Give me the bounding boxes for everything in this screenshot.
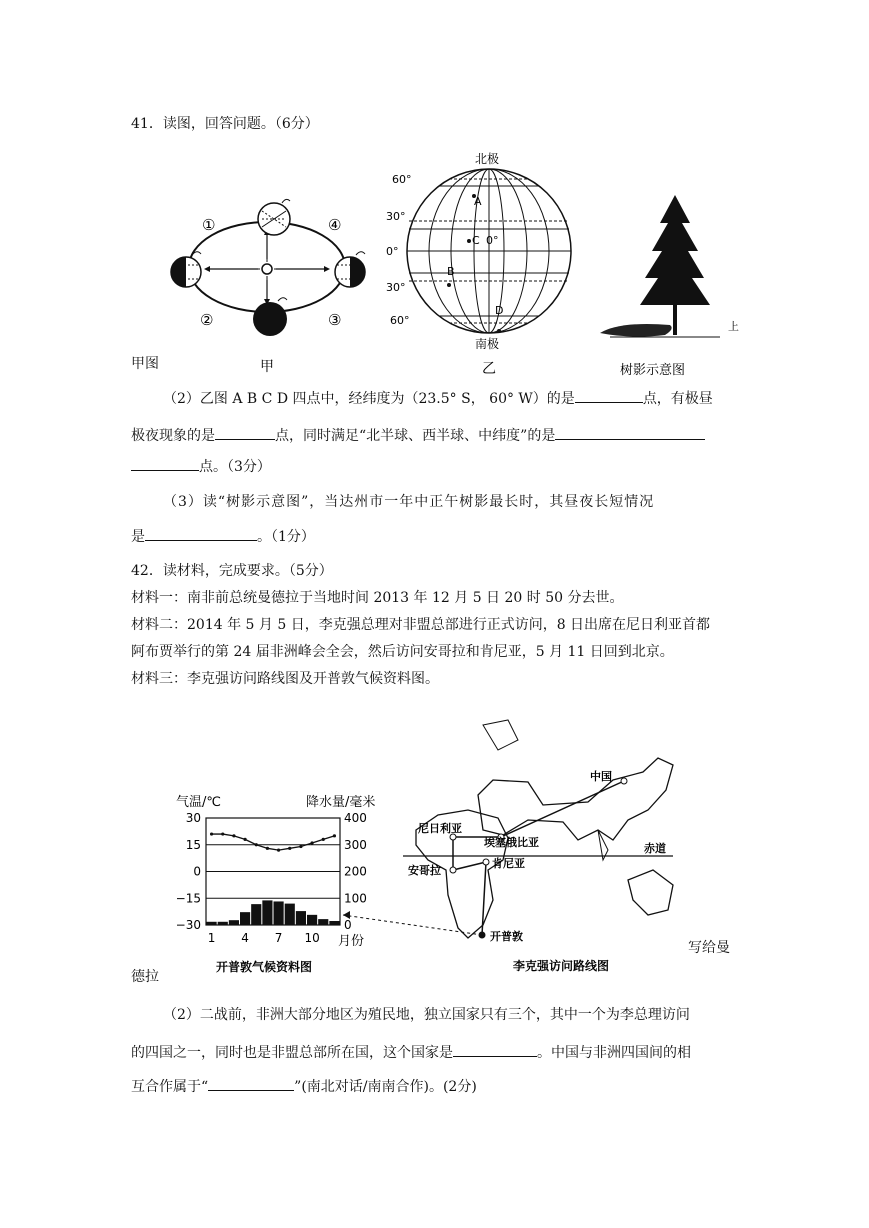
prime-meridian-label: 0° <box>486 234 499 247</box>
month-tick-label: 7 <box>274 931 283 945</box>
answer-blank-1[interactable] <box>575 388 643 403</box>
answer-blank-3[interactable] <box>555 425 705 440</box>
temp-point <box>221 832 224 835</box>
south-pole-label: 南极 <box>475 337 500 351</box>
material-2-line2: 阿布贾举行的第 24 届非洲峰会全会，然后访问安哥拉和肯尼亚，5 月 11 日回到北京。 <box>131 644 674 660</box>
season-label-1: ① <box>202 216 216 234</box>
north-pole-label: 北极 <box>475 152 500 166</box>
precip-bar <box>262 900 272 925</box>
q41-part3-line2 <box>131 526 315 546</box>
q42-right-edge-text: 写给曼 <box>688 940 730 956</box>
precip-bar <box>307 915 317 925</box>
precip-bar <box>329 921 339 925</box>
point-d: D <box>495 304 504 317</box>
climate-chart-title: 开普敦气候资料图 <box>216 960 313 974</box>
month-tick-label: 10 <box>304 931 320 945</box>
lat-label-60s: 60° <box>390 314 410 327</box>
answer-blank-6[interactable] <box>208 1076 294 1091</box>
precip-bar <box>285 904 295 925</box>
fig-yi-caption: 乙 <box>482 361 496 377</box>
precip-tick-label: 200 <box>344 864 367 879</box>
temp-tick-label: 15 <box>185 837 201 852</box>
material-2-line1: 材料二：2014 年 5 月 5 日，李克强总理对非盟总部进行正式访问，8 日出席在尼日利亚首都 <box>131 617 711 633</box>
temp-point <box>232 834 235 837</box>
point-b: B <box>447 265 455 278</box>
globe-grid-diagram <box>386 143 592 380</box>
climate-chart <box>166 788 396 988</box>
fig-jia-caption: 甲 <box>260 359 274 375</box>
q41-p2-text-a: （2）乙图 A B C D 四点中，经纬度为（23.5° S， 60° W）的是 <box>163 391 575 407</box>
q41-part2-line2 <box>131 425 705 445</box>
material-3: 材料三：李克强访问路线图及开普敦气候资料图。 <box>131 671 439 687</box>
temp-tick-label: 0 <box>193 864 201 879</box>
temp-point <box>322 838 325 841</box>
point-a: A <box>474 195 482 208</box>
precip-tick-label: 300 <box>344 837 367 852</box>
temp-point <box>310 841 313 844</box>
q42-p2-text-d: ”(南北对话/南南合作)。(2分) <box>294 1079 477 1095</box>
q41-p2-text-c: 极夜现象的是 <box>131 428 215 444</box>
q41-part3-line1: （3）读“树影示意图”，当达州市一年中正午树影最长时，其昼夜长短情况 <box>163 494 655 510</box>
place-nigeria: 尼日利亚 <box>418 822 462 835</box>
q41-p3-text-a: 是 <box>131 529 145 545</box>
equator-label: 赤道 <box>644 842 666 855</box>
temp-point <box>255 843 258 846</box>
precip-bar <box>251 904 261 925</box>
temp-point <box>277 849 280 852</box>
answer-blank-2[interactable] <box>215 425 275 440</box>
precip-bar <box>207 922 217 925</box>
month-tick-label: 4 <box>241 931 249 945</box>
temp-point <box>266 847 269 850</box>
month-tick-label: 1 <box>207 931 216 945</box>
q42-part2-line3 <box>131 1076 477 1096</box>
place-kenya: 肯尼亚 <box>492 857 525 870</box>
q41-part2-line3 <box>131 456 271 476</box>
q41-p3-text-b: 。（1分） <box>257 529 315 545</box>
precip-bar <box>296 911 306 925</box>
tree-caption: 树影示意图 <box>620 363 686 378</box>
q42-left-edge-text: 德拉 <box>131 969 159 985</box>
temp-axis-label: 气温/℃ <box>176 795 221 810</box>
precip-tick-label: 100 <box>344 891 367 906</box>
temp-line <box>212 834 335 850</box>
q42-p2-text-a: 的四国之一，同时也是非盟总部所在国，这个国家是 <box>131 1045 453 1061</box>
q42-heading: 42．读材料，完成要求。（5分） <box>131 563 333 579</box>
place-ethiopia: 埃塞俄比亚 <box>484 836 539 849</box>
precip-axis-label: 降水量/毫米 <box>306 795 376 810</box>
season-label-4: ④ <box>328 216 342 234</box>
lat-label-30s: 30° <box>386 281 406 294</box>
lat-label-0: 0° <box>386 245 399 258</box>
material-1: 材料一：南非前总统曼德拉于当地时间 2013 年 12 月 5 日 20 时 50 分去世。 <box>131 590 624 606</box>
q42-part2-line1: （2）二战前，非洲大部分地区为殖民地，独立国家只有三个，其中一个为李总理访问 <box>163 1007 690 1023</box>
q41-p2-text-d: 点，同时满足“北半球、西半球、中纬度”的是 <box>275 428 556 444</box>
tree-shadow-diagram <box>590 143 730 380</box>
q41-heading: 41．读图，回答问题。（6分） <box>131 116 319 132</box>
temp-point <box>288 847 291 850</box>
q41-p2-text-b: 点，有极昼 <box>642 391 713 407</box>
answer-blank-3b[interactable] <box>131 456 199 471</box>
q42-part2-line2 <box>131 1042 691 1062</box>
place-angola: 安哥拉 <box>408 864 441 877</box>
lat-label-30n: 30° <box>386 210 406 223</box>
temp-point <box>210 832 213 835</box>
q41-right-edge-text: 上 <box>728 320 739 333</box>
precip-bar <box>274 901 284 925</box>
lat-label-60n: 60° <box>392 173 412 186</box>
route-map-title: 李克强访问路线图 <box>513 959 610 973</box>
temp-tick-label: 30 <box>185 811 201 825</box>
q41-figure <box>170 143 730 380</box>
q41-left-edge-text: 甲图 <box>131 356 159 372</box>
precip-bar <box>240 912 250 925</box>
season-label-3: ③ <box>328 311 342 329</box>
temp-point <box>333 834 336 837</box>
q41-part2-line1 <box>163 388 713 408</box>
precip-bar <box>218 922 228 925</box>
precip-bar <box>229 920 239 925</box>
q42-p2-text-b: 。中国与非洲四国间的相 <box>537 1045 691 1061</box>
place-cape-town: 开普敦 <box>490 930 523 943</box>
temp-point <box>299 845 302 848</box>
temp-point <box>243 838 246 841</box>
precip-tick-label: 400 <box>344 811 367 825</box>
answer-blank-4[interactable] <box>145 526 257 541</box>
season-label-2: ② <box>200 311 214 329</box>
temp-tick-label: −30 <box>175 918 201 932</box>
month-axis-label: 月份 <box>338 934 365 949</box>
point-c: C <box>472 234 480 247</box>
precip-bar <box>318 919 328 925</box>
q42-p2-text-c: 互合作属于“ <box>131 1079 209 1095</box>
answer-blank-5[interactable] <box>453 1042 537 1057</box>
temp-tick-label: −15 <box>175 891 201 906</box>
earth-orbit-diagram <box>170 143 390 380</box>
precip-tick-label: 0 <box>344 918 352 932</box>
sun-icon <box>256 258 278 280</box>
q41-p2-text-e: 点。（3分） <box>199 459 271 475</box>
route-map <box>398 710 688 980</box>
place-china: 中国 <box>590 770 612 783</box>
